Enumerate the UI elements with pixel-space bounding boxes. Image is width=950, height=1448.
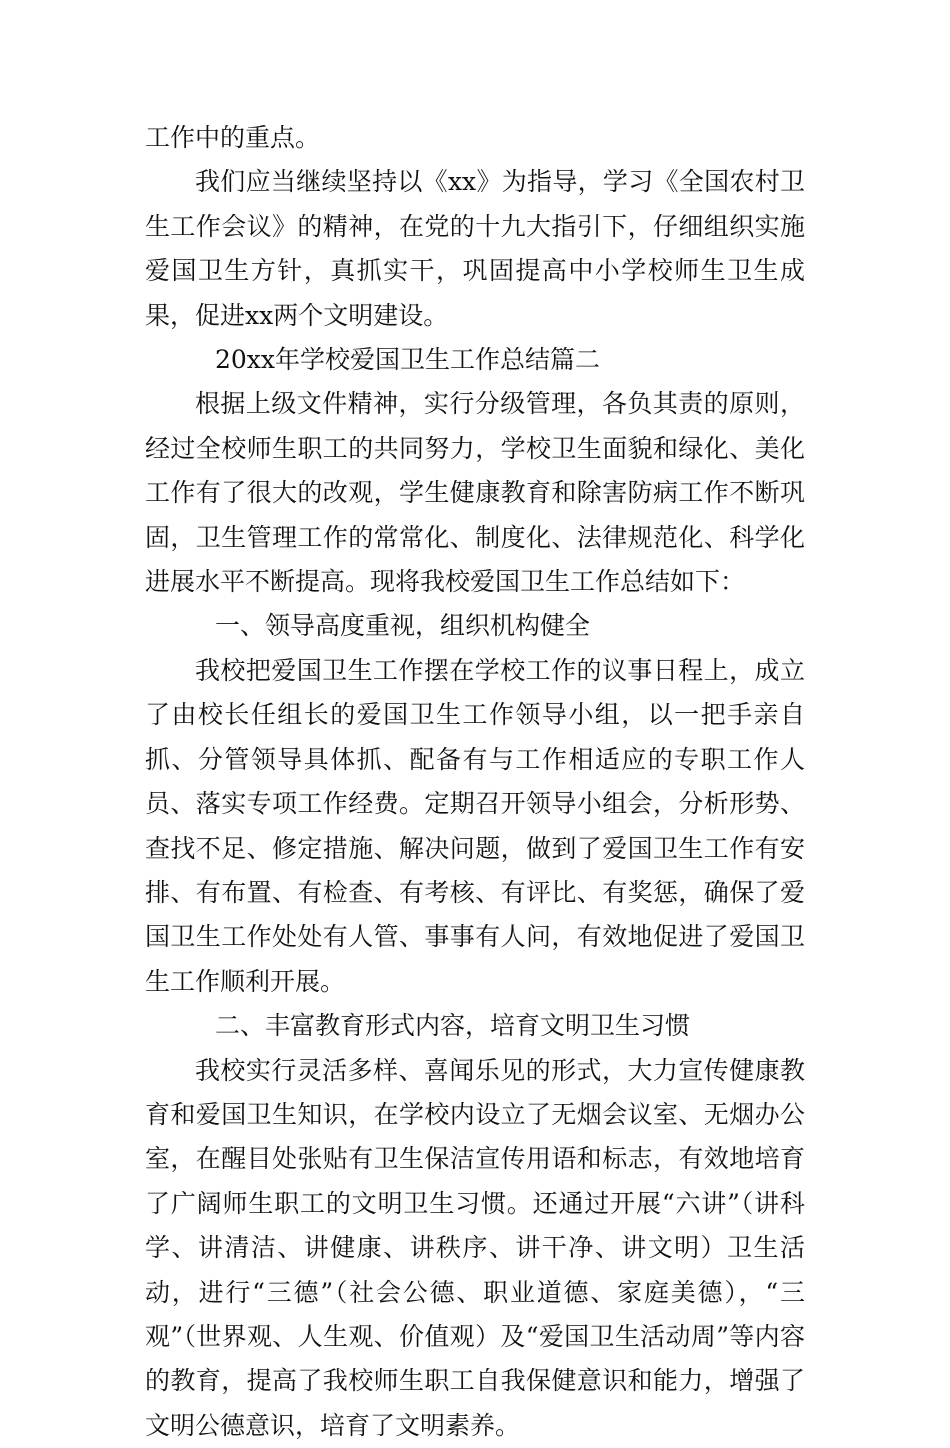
body-paragraph: 我校实行灵活多样、喜闻乐见的形式，大力宣传健康教育和爱国卫生知识，在学校内设立了无烟会议室、无烟办公室，在醒目处张贴有卫生保洁宣传用语和标志，有效地培育了广阔师生职工的文明卫生习惯。还通过开展“六讲”（讲科学、讲清洁、讲健康、讲秩序、讲干净、讲文明）卫生活动，进行“三德”（社会公德、职业道德、家庭美德），“三观”（世界观、人生观、价值观）及“爱国卫生活动周”等内容的教育，提高了我校师生职工自我保健意识和能力，增强了文明公德意识，培育了文明素养。 xyxy=(145,1055,805,1440)
document-body xyxy=(145,116,805,1448)
body-paragraph: 根据上级文件精神，实行分级管理，各负其责的原则，经过全校师生职工的共同努力，学校卫生面貌和绿化、美化工作有了很大的改观，学生健康教育和除害防病工作不断巩固，卫生管理工作的常常化、制度化、法律规范化、科学化进展水平不断提高。现将我校爱国卫生工作总结如下： xyxy=(145,389,805,597)
continuation-paragraph: 工作中的重点。 xyxy=(145,123,321,152)
body-paragraph: 我校把爱国卫生工作摆在学校工作的议事日程上，成立了由校长任组长的爱国卫生工作领导小组，以一把手亲自抓、分管领导具体抓、配备有与工作相适应的专职工作人员、落实专项工作经费。定期召开领导小组会，分析形势、查找不足、修定措施、解决问题，做到了爱国卫生工作有安排、有布置、有检查、有考核、有评比、有奖惩，确保了爱国卫生工作处处有人管、事事有人问，有效地促进了爱国卫生工作顺利开展。 xyxy=(145,655,805,996)
section-heading: 一、领导高度重视，组织机构健全 xyxy=(215,611,591,641)
section-heading: 二、丰富教育形式内容，培育文明卫生习惯 xyxy=(215,1011,691,1041)
body-paragraph: 我们应当继续坚持以《xx》为指导，学习《全国农村卫生工作会议》的精神，在党的十九大指引下，仔细组织实施爱国卫生方针，真抓实干，巩固提高中小学校师生卫生成果，促进xx两个文明建设。 xyxy=(145,167,805,330)
article-title: 20xx年学校爱国卫生工作总结篇二 xyxy=(215,345,601,375)
